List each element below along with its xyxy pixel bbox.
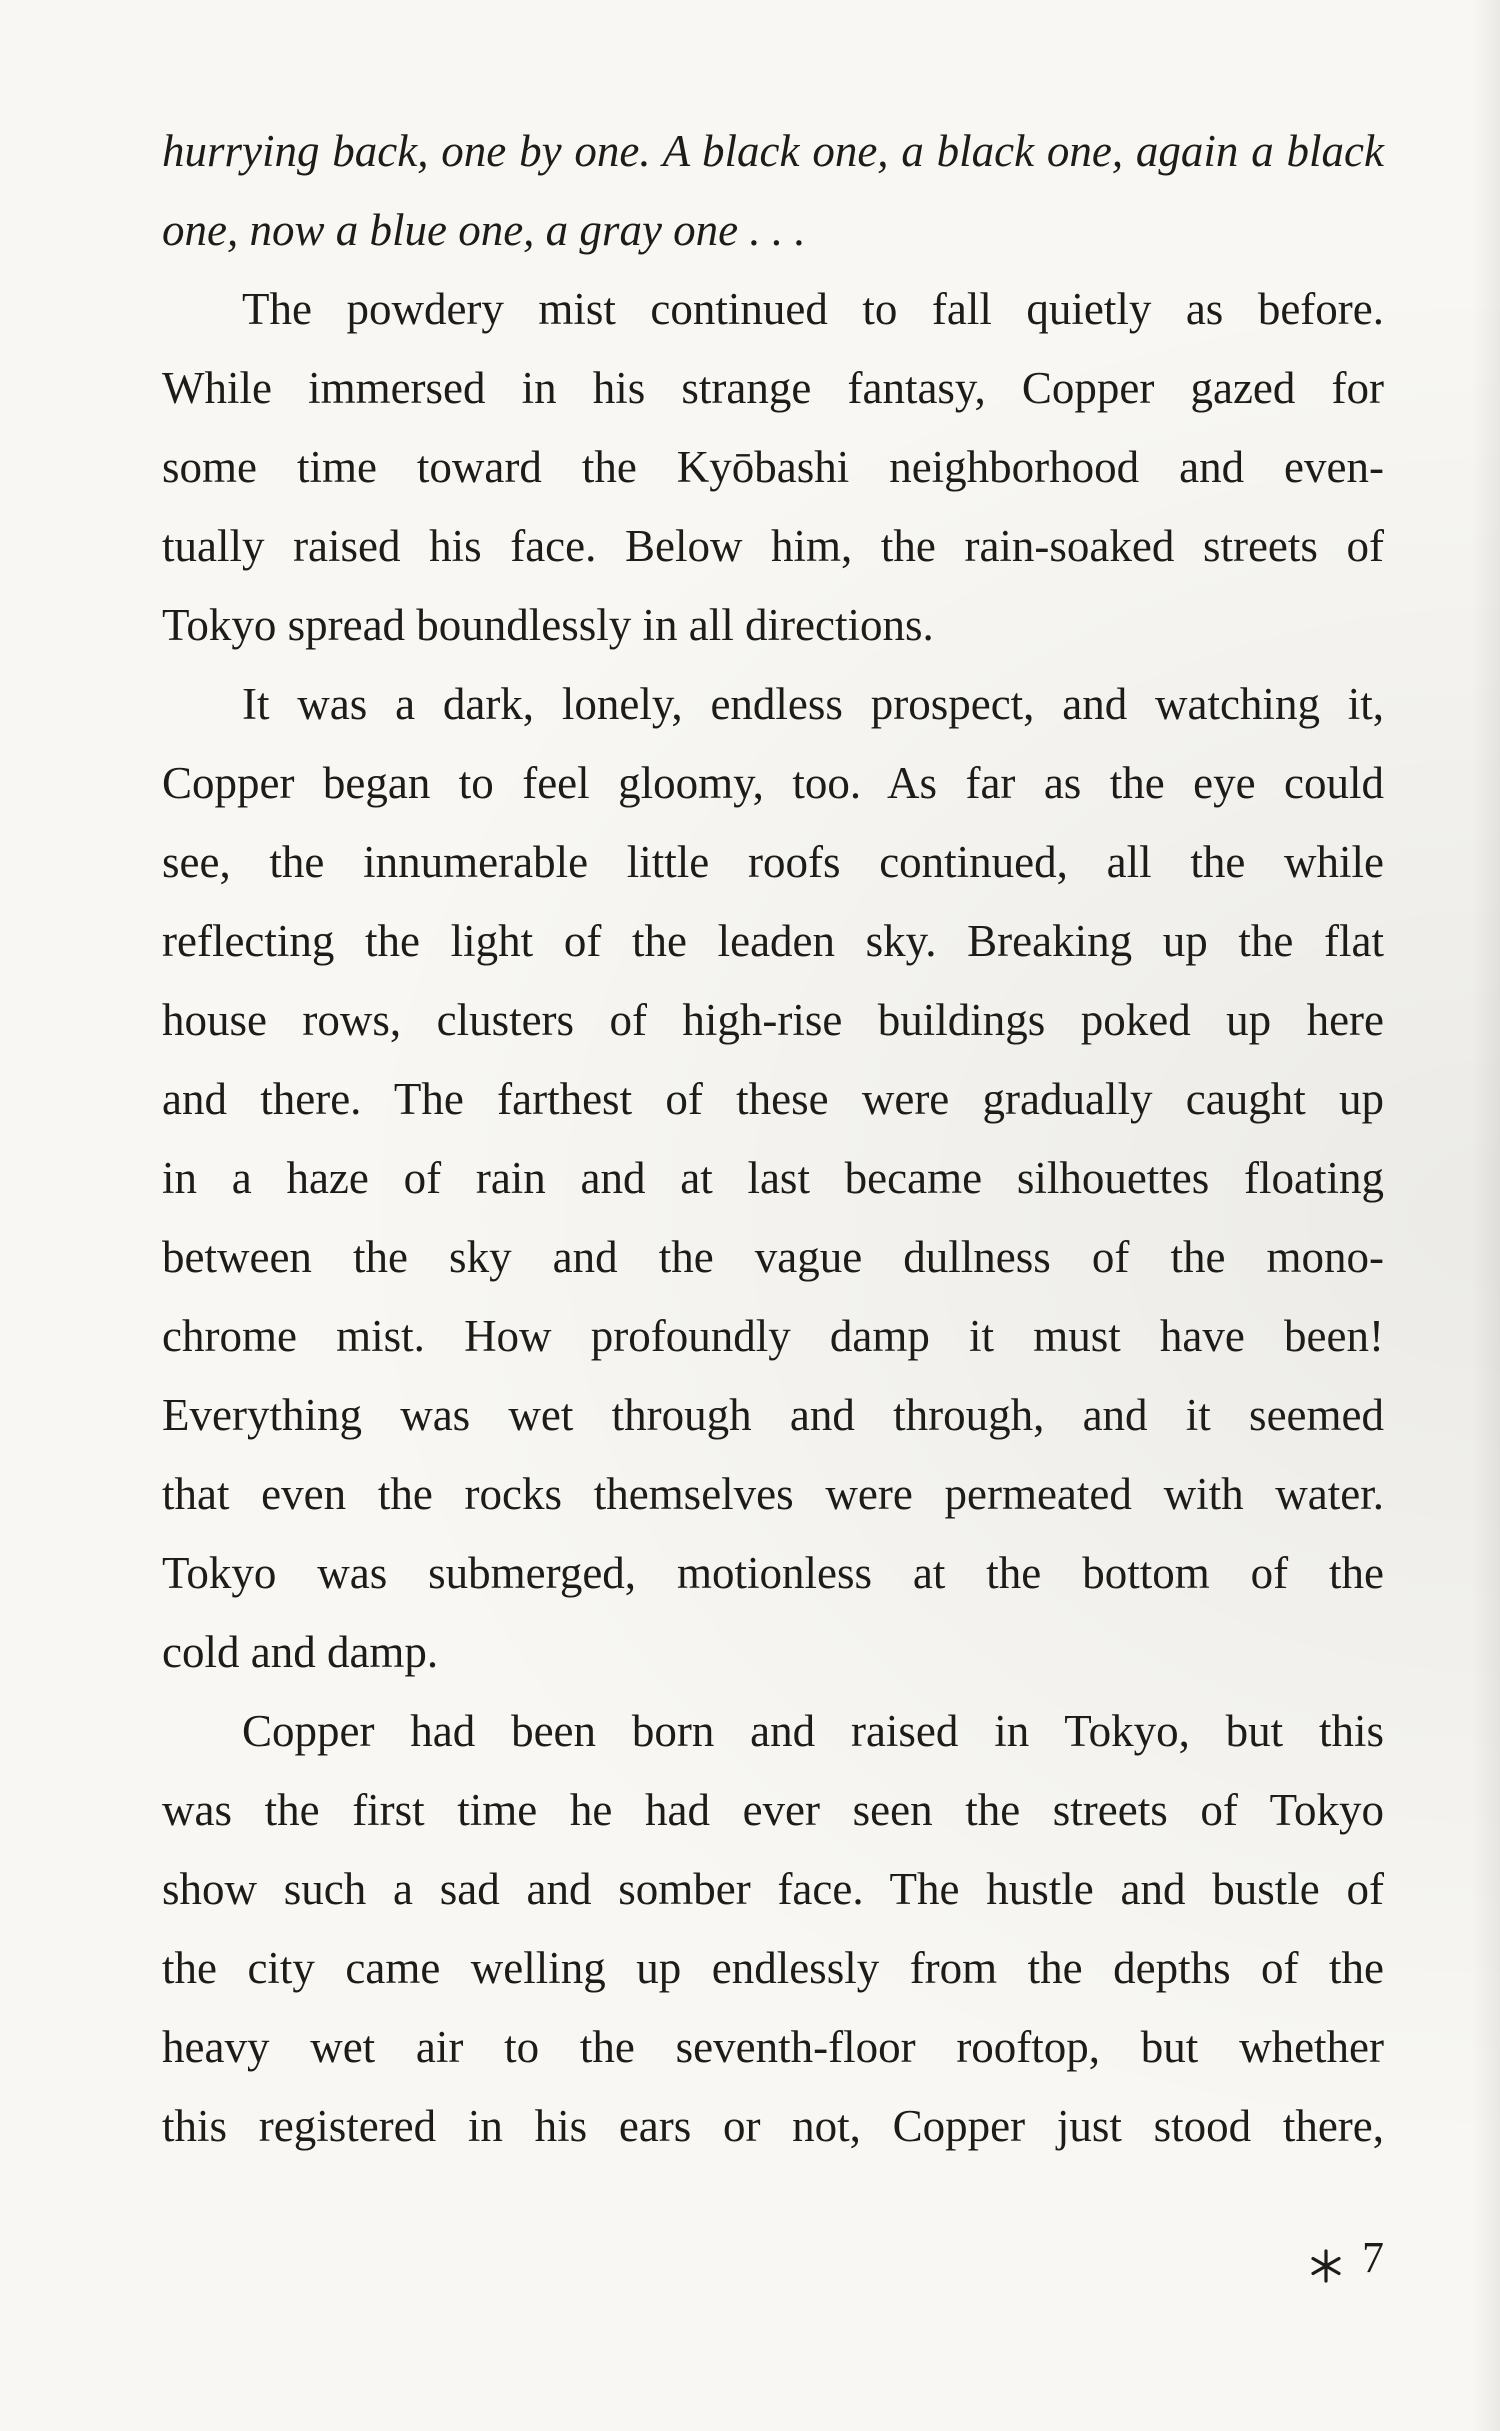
text-line: Tokyo was submerged, motionless at the bottom of the [162,1548,1384,1598]
text-line: was the first time he had ever seen the streets of Tokyo [162,1785,1384,1835]
text-line: Everything was wet through and through, and it seemed [162,1390,1384,1440]
text-line: tually raised his face. Below him, the rain-soaked streets of [162,521,1384,571]
page-footer [1308,2228,1384,2288]
text-line: Tokyo spread boundlessly in all directions. [162,600,934,650]
text-line: It was a dark, lonely, endless prospect, and watching it, [242,679,1384,729]
text-line: Copper began to feel gloomy, too. As far as the eye could [162,758,1384,808]
text-line: chrome mist. How profoundly damp it must have been! [162,1311,1384,1361]
text-line: reflecting the light of the leaden sky. Breaking up the flat [162,916,1384,966]
text-line: between the sky and the vague dullness of the mono- [162,1232,1384,1282]
text-line: While immersed in his strange fantasy, Copper gazed for [162,363,1384,413]
text-line: Copper had been born and raised in Tokyo, but this [242,1706,1384,1756]
text-line: see, the innumerable little roofs continued, all the while [162,837,1384,887]
text-line: cold and damp. [162,1627,439,1677]
text-line: hurrying back, one by one. A black one, a black one, again a black [162,126,1384,176]
text-line: house rows, clusters of high-rise buildings poked up here [162,995,1384,1045]
asterisk-icon [1308,2240,1344,2276]
text-line: and there. The farthest of these were gradually caught up [162,1074,1384,1124]
text-line: the city came welling up endlessly from the depths of the [162,1943,1384,1993]
text-line: The powdery mist continued to fall quietly as before. [242,284,1384,334]
text-line: in a haze of rain and at last became silhouettes floating [162,1153,1384,1203]
text-line: show such a sad and somber face. The hustle and bustle of [162,1864,1384,1914]
text-line: that even the rocks themselves were permeated with water. [162,1469,1384,1519]
body-text [162,112,1384,2166]
page-number: 7 [1362,2233,1384,2282]
text-line: one, now a blue one, a gray one . . . [162,205,806,255]
text-line: heavy wet air to the seventh-floor rooftop, but whether [162,2022,1384,2072]
text-line: this registered in his ears or not, Copper just stood there, [162,2101,1384,2151]
text-line: some time toward the Kyōbashi neighborhood and even- [162,442,1384,492]
page-edge-shadow [1472,0,1500,2431]
